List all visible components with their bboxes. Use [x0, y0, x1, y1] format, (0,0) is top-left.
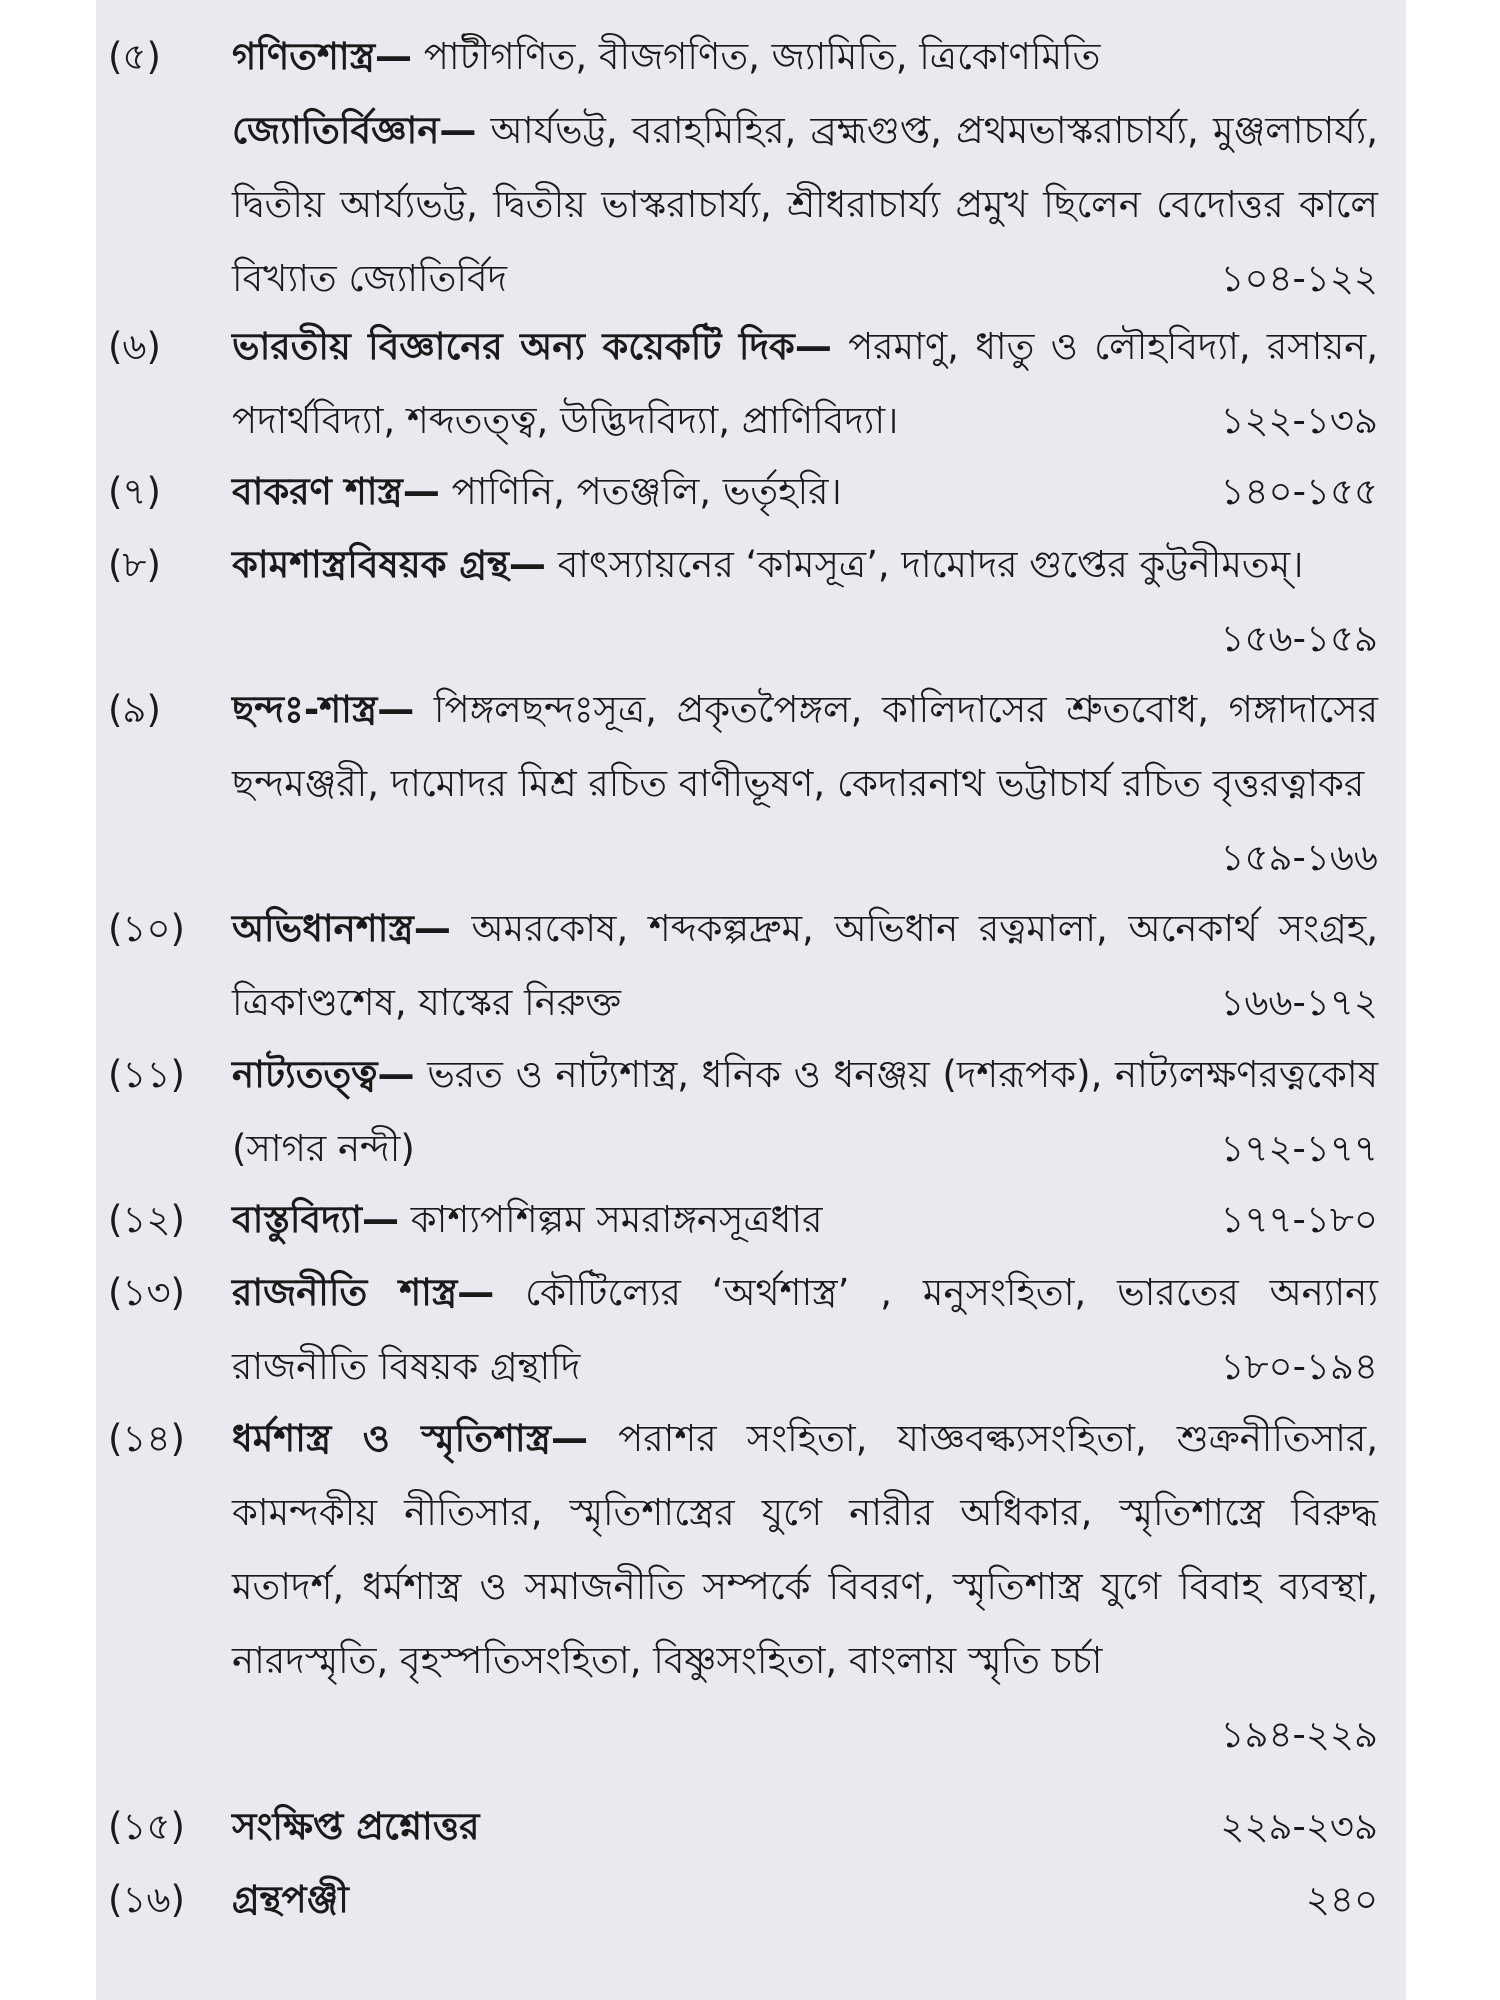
entry-number: (১৩) [108, 1271, 185, 1314]
entry-text: কাশ্যপশিল্পম সমরাঙ্গনসূত্রধার [399, 1198, 823, 1241]
toc-entry-13 [96, 1256, 1406, 1404]
entry-text: পাণিনি, পতঞ্জলি, ভর্তৃহরি। [439, 470, 842, 513]
page-range: ১৮০-১৯৪ [1220, 1345, 1378, 1388]
entry-title: গ্রন্থপঞ্জী [232, 1878, 349, 1921]
page-range: ১২২-১৩৯ [1220, 399, 1378, 442]
toc-entry-7 [96, 455, 1406, 529]
toc-entry-11 [96, 1038, 1406, 1186]
entry-title: কামশাস্ত্রবিষয়ক গ্রন্থ— [232, 543, 546, 586]
page-range: ১৯৪-২২৯ [1220, 1713, 1378, 1756]
entry-text: কৌটিল্যের ‘অর্থশাস্ত্র’ , মনুসংহিতা, ভারতের অন্যান্য রাজনীতি বিষয়ক গ্রন্থাদি [232, 1271, 1378, 1388]
page-range: ১০৪-১২২ [1220, 257, 1378, 300]
toc-entry-15 [96, 1790, 1406, 1864]
entry-number: (১২) [108, 1198, 185, 1241]
toc-entry-10 [96, 892, 1406, 1040]
entry-title: নাট্যতত্ত্ব— [232, 1053, 415, 1096]
toc-entry-12 [96, 1183, 1406, 1257]
entry-number: (৫) [108, 35, 161, 78]
entry-text: ভরত ও নাট্যশাস্ত্র, ধনিক ও ধনঞ্জয় (দশরূপক), নাট্যলক্ষণরত্নকোষ (সাগর নন্দী) [232, 1053, 1378, 1170]
page-range: ১৬৬-১৭২ [1220, 981, 1378, 1024]
entry-title: ধর্মশাস্ত্র ও স্মৃতিশাস্ত্র— [232, 1417, 589, 1460]
toc-entry-9 [96, 673, 1406, 895]
page-range: ১৭২-১৭৭ [1220, 1127, 1378, 1170]
entry-title: সংক্ষিপ্ত প্রশ্নোত্তর [232, 1805, 480, 1848]
entry-number: (৭) [108, 470, 161, 513]
entry-number: (১১) [108, 1053, 185, 1096]
entry-text: বাৎস্যায়নের ‘কামসূত্র’, দামোদর গুপ্তের কুট্টনীমতম্। [545, 543, 1304, 586]
page-range: ২২৯-২৩৯ [1220, 1805, 1378, 1848]
toc-entry-8 [96, 528, 1406, 676]
entry-text: পিঙ্গলছন্দঃসূত্র, প্রকৃতপৈঙ্গল, কালিদাসের শ্রুতবোধ, গঙ্গাদাসের ছন্দমঞ্জরী, দামোদর মিশ্র রচিত বাণীভূষণ, কেদারনাথ ভট্টাচার্য রচিত বৃত্তরত্নাকর [232, 688, 1378, 805]
page-range: ১৫৬-১৫৯ [1220, 617, 1378, 660]
entry-number: (৮) [108, 543, 161, 586]
entry-subtitle: জ্যোতির্বিজ্ঞান— [232, 109, 477, 152]
entry-text: অমরকোষ, শব্দকল্পদ্রুম, অভিধান রত্নমালা, অনেকার্থ সংগ্রহ, ত্রিকাণ্ডশেষ, যাস্কের নিরুক্ত [232, 907, 1378, 1024]
toc-entry-6 [96, 310, 1406, 458]
entry-title: ভারতীয় বিজ্ঞানের অন্য কয়েকটি দিক— [232, 325, 832, 368]
entry-title: বাকরণ শাস্ত্র— [232, 470, 440, 513]
entry-number: (৬) [108, 325, 161, 368]
book-page [96, 0, 1406, 2000]
entry-number: (১৬) [108, 1878, 185, 1921]
page-range: ১৭৭-১৮০ [1220, 1198, 1378, 1241]
entry-number: (১০) [108, 907, 185, 950]
page-range: ১৪০-১৫৫ [1220, 470, 1378, 513]
entry-number: (১৫) [108, 1805, 185, 1848]
entry-number: (১৪) [108, 1417, 185, 1460]
entry-title: রাজনীতি শাস্ত্র— [232, 1271, 495, 1314]
entry-title: গণিতশাস্ত্র— [232, 35, 413, 78]
entry-subtext: আর্যভট্ট, বরাহমিহির, ব্রহ্মগুপ্ত, প্রথমভাস্করাচার্য্য, মুঞ্জলাচার্য্য, দ্বিতীয় আর্য্যভট্ট, দ্বিতীয় ভাস্করাচার্য্য, শ্রীধরাচার্য্য প্রমুখ ছিলেন বেদোত্তর কালে বিখ্যাত জ্যোতির্বিদ [232, 109, 1378, 300]
toc-entry-14 [96, 1402, 1406, 1772]
entry-number: (৯) [108, 688, 161, 731]
entry-text: পাটীগণিত, বীজগণিত, জ্যামিতি, ত্রিকোণমিতি [412, 35, 1101, 78]
entry-title: অভিধানশাস্ত্র— [232, 907, 451, 950]
entry-title: বাস্তুবিদ্যা— [232, 1198, 400, 1241]
entry-title: ছন্দঃ-শাস্ত্র— [232, 688, 415, 731]
toc-entry-16 [96, 1863, 1406, 1937]
entry-text: পরমাণু, ধাতু ও লৌহবিদ্যা, রসায়ন, পদার্থবিদ্যা, শব্দতত্ত্ব, উদ্ভিদবিদ্যা, প্রাণিবিদ্যা। [232, 325, 1378, 442]
page-range: ১৫৯-১৬৬ [1220, 836, 1378, 879]
toc-entry-5 [96, 20, 1406, 316]
entry-text: পরাশর সংহিতা, যাজ্ঞবল্ক্যসংহিতা, শুক্রনীতিসার, কামন্দকীয় নীতিসার, স্মৃতিশাস্ত্রের যুগে নারীর অধিকার, স্মৃতিশাস্ত্রে বিরুদ্ধ মতাদর্শ, ধর্মশাস্ত্র ও সমাজনীতি সম্পর্কে বিবরণ, স্মৃতিশাস্ত্র যুগে বিবাহ ব্যবস্থা, নারদস্মৃতি, বৃহস্পতিসংহিতা, বিষ্ণুসংহিতা, বাংলায় স্মৃতি চর্চা [232, 1417, 1378, 1682]
page-range: ২৪০ [1305, 1878, 1378, 1921]
